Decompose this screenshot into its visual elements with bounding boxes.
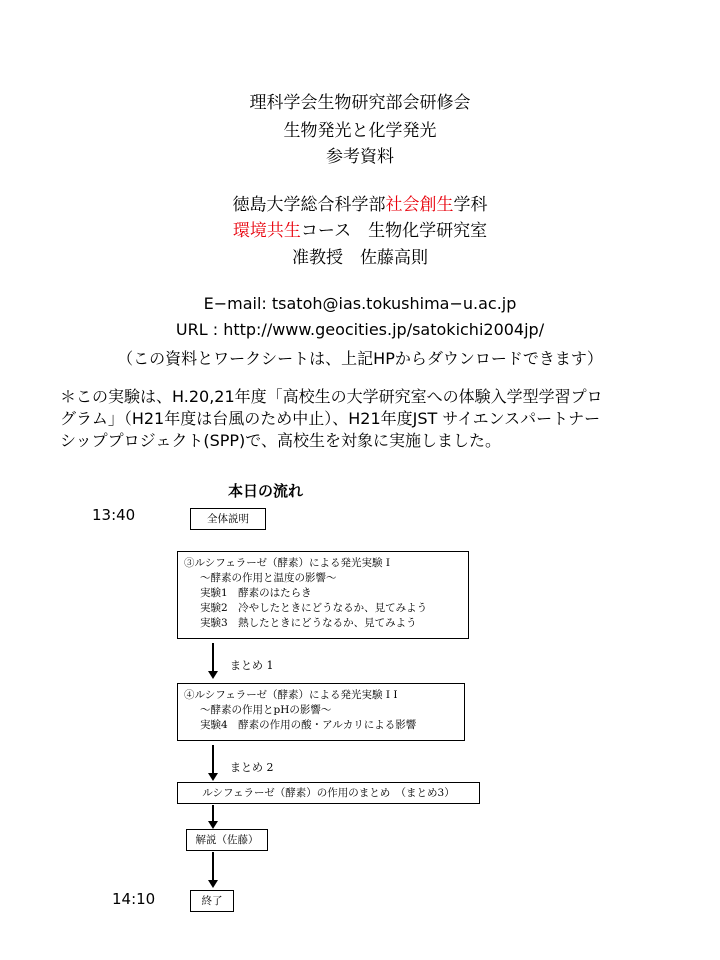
flow-step-explanation: 解説（佐藤） bbox=[186, 829, 268, 851]
url-text: URL : http://www.geocities.jp/satokichi2004jp/ bbox=[175, 320, 545, 339]
project-note bbox=[60, 386, 700, 452]
flow-step-summary-3: ルシフェラーゼ（酵素）の作用のまとめ （まとめ3） bbox=[177, 782, 480, 804]
summary-2-label: まとめ 2 bbox=[230, 761, 274, 774]
affiliation-highlight-1: 社会創生 bbox=[385, 195, 454, 215]
email-text: E−mail: tsatoh@ias.tokushima−u.ac.jp bbox=[203, 294, 517, 313]
experiment-1-subtitle: ～酵素の作用と温度の影響～ bbox=[200, 572, 337, 584]
affiliation-line-1 bbox=[0, 190, 720, 215]
project-note-line-3: シッププロジェクト(SPP)で、高校生を対象に実施しました。 bbox=[60, 431, 501, 450]
experiment-1-item-2: 実験2 冷やしたときにどうなるか、見てみよう bbox=[200, 602, 428, 614]
title-line-3: 参考資料 bbox=[326, 147, 394, 167]
experiment-2-item-1: 実験4 酵素の作用の酸・アルカリによる影響 bbox=[200, 719, 417, 731]
flow-step-overview: 全体説明 bbox=[190, 508, 266, 530]
affiliation-course: コース 生物化学研究室 bbox=[300, 221, 488, 241]
project-note-line-2: グラム」（H21年度は台風のため中止）、H21年度JST サイエンスパートナー bbox=[60, 409, 601, 428]
project-note-line-1: ＊この実験は、H.20,21年度「高校生の大学研究室への体験入学型学習プロ bbox=[60, 387, 603, 406]
flow-step-experiment-2 bbox=[177, 683, 465, 741]
affiliation-department: 学科 bbox=[453, 195, 488, 215]
experiment-1-title: ③ルシフェラーゼ（酵素）による発光実験 I bbox=[184, 557, 390, 569]
affiliation-line-3: 准教授 佐藤高則 bbox=[292, 248, 428, 268]
affiliation-line-2 bbox=[0, 216, 720, 241]
affiliation-highlight-2: 環境共生 bbox=[232, 221, 301, 241]
summary-1-label: まとめ 1 bbox=[230, 659, 274, 672]
flow-step-end: 終了 bbox=[190, 890, 234, 912]
experiment-2-subtitle: ～酵素の作用とpHの影響～ bbox=[200, 704, 332, 716]
title-line-2: 生物発光と化学発光 bbox=[283, 121, 437, 141]
title-line-1: 理科学会生物研究部会研修会 bbox=[249, 93, 471, 113]
flow-step-experiment-1 bbox=[177, 551, 469, 639]
experiment-1-item-3: 実験3 熱したときにどうなるか、見てみよう bbox=[200, 617, 417, 629]
download-note: （この資料とワークシートは、上記HPからダウンロードできます） bbox=[117, 349, 603, 368]
start-time: 13:40 bbox=[92, 506, 136, 524]
experiment-2-title: ④ルシフェラーゼ（酵素）による発光実験 I I bbox=[184, 689, 398, 701]
experiment-1-item-1: 実験1 酵素のはたらき bbox=[200, 587, 312, 599]
end-time: 14:10 bbox=[112, 890, 156, 908]
affiliation-faculty: 徳島大学総合科学部 bbox=[232, 195, 386, 215]
flow-title: 本日の流れ bbox=[228, 482, 304, 500]
